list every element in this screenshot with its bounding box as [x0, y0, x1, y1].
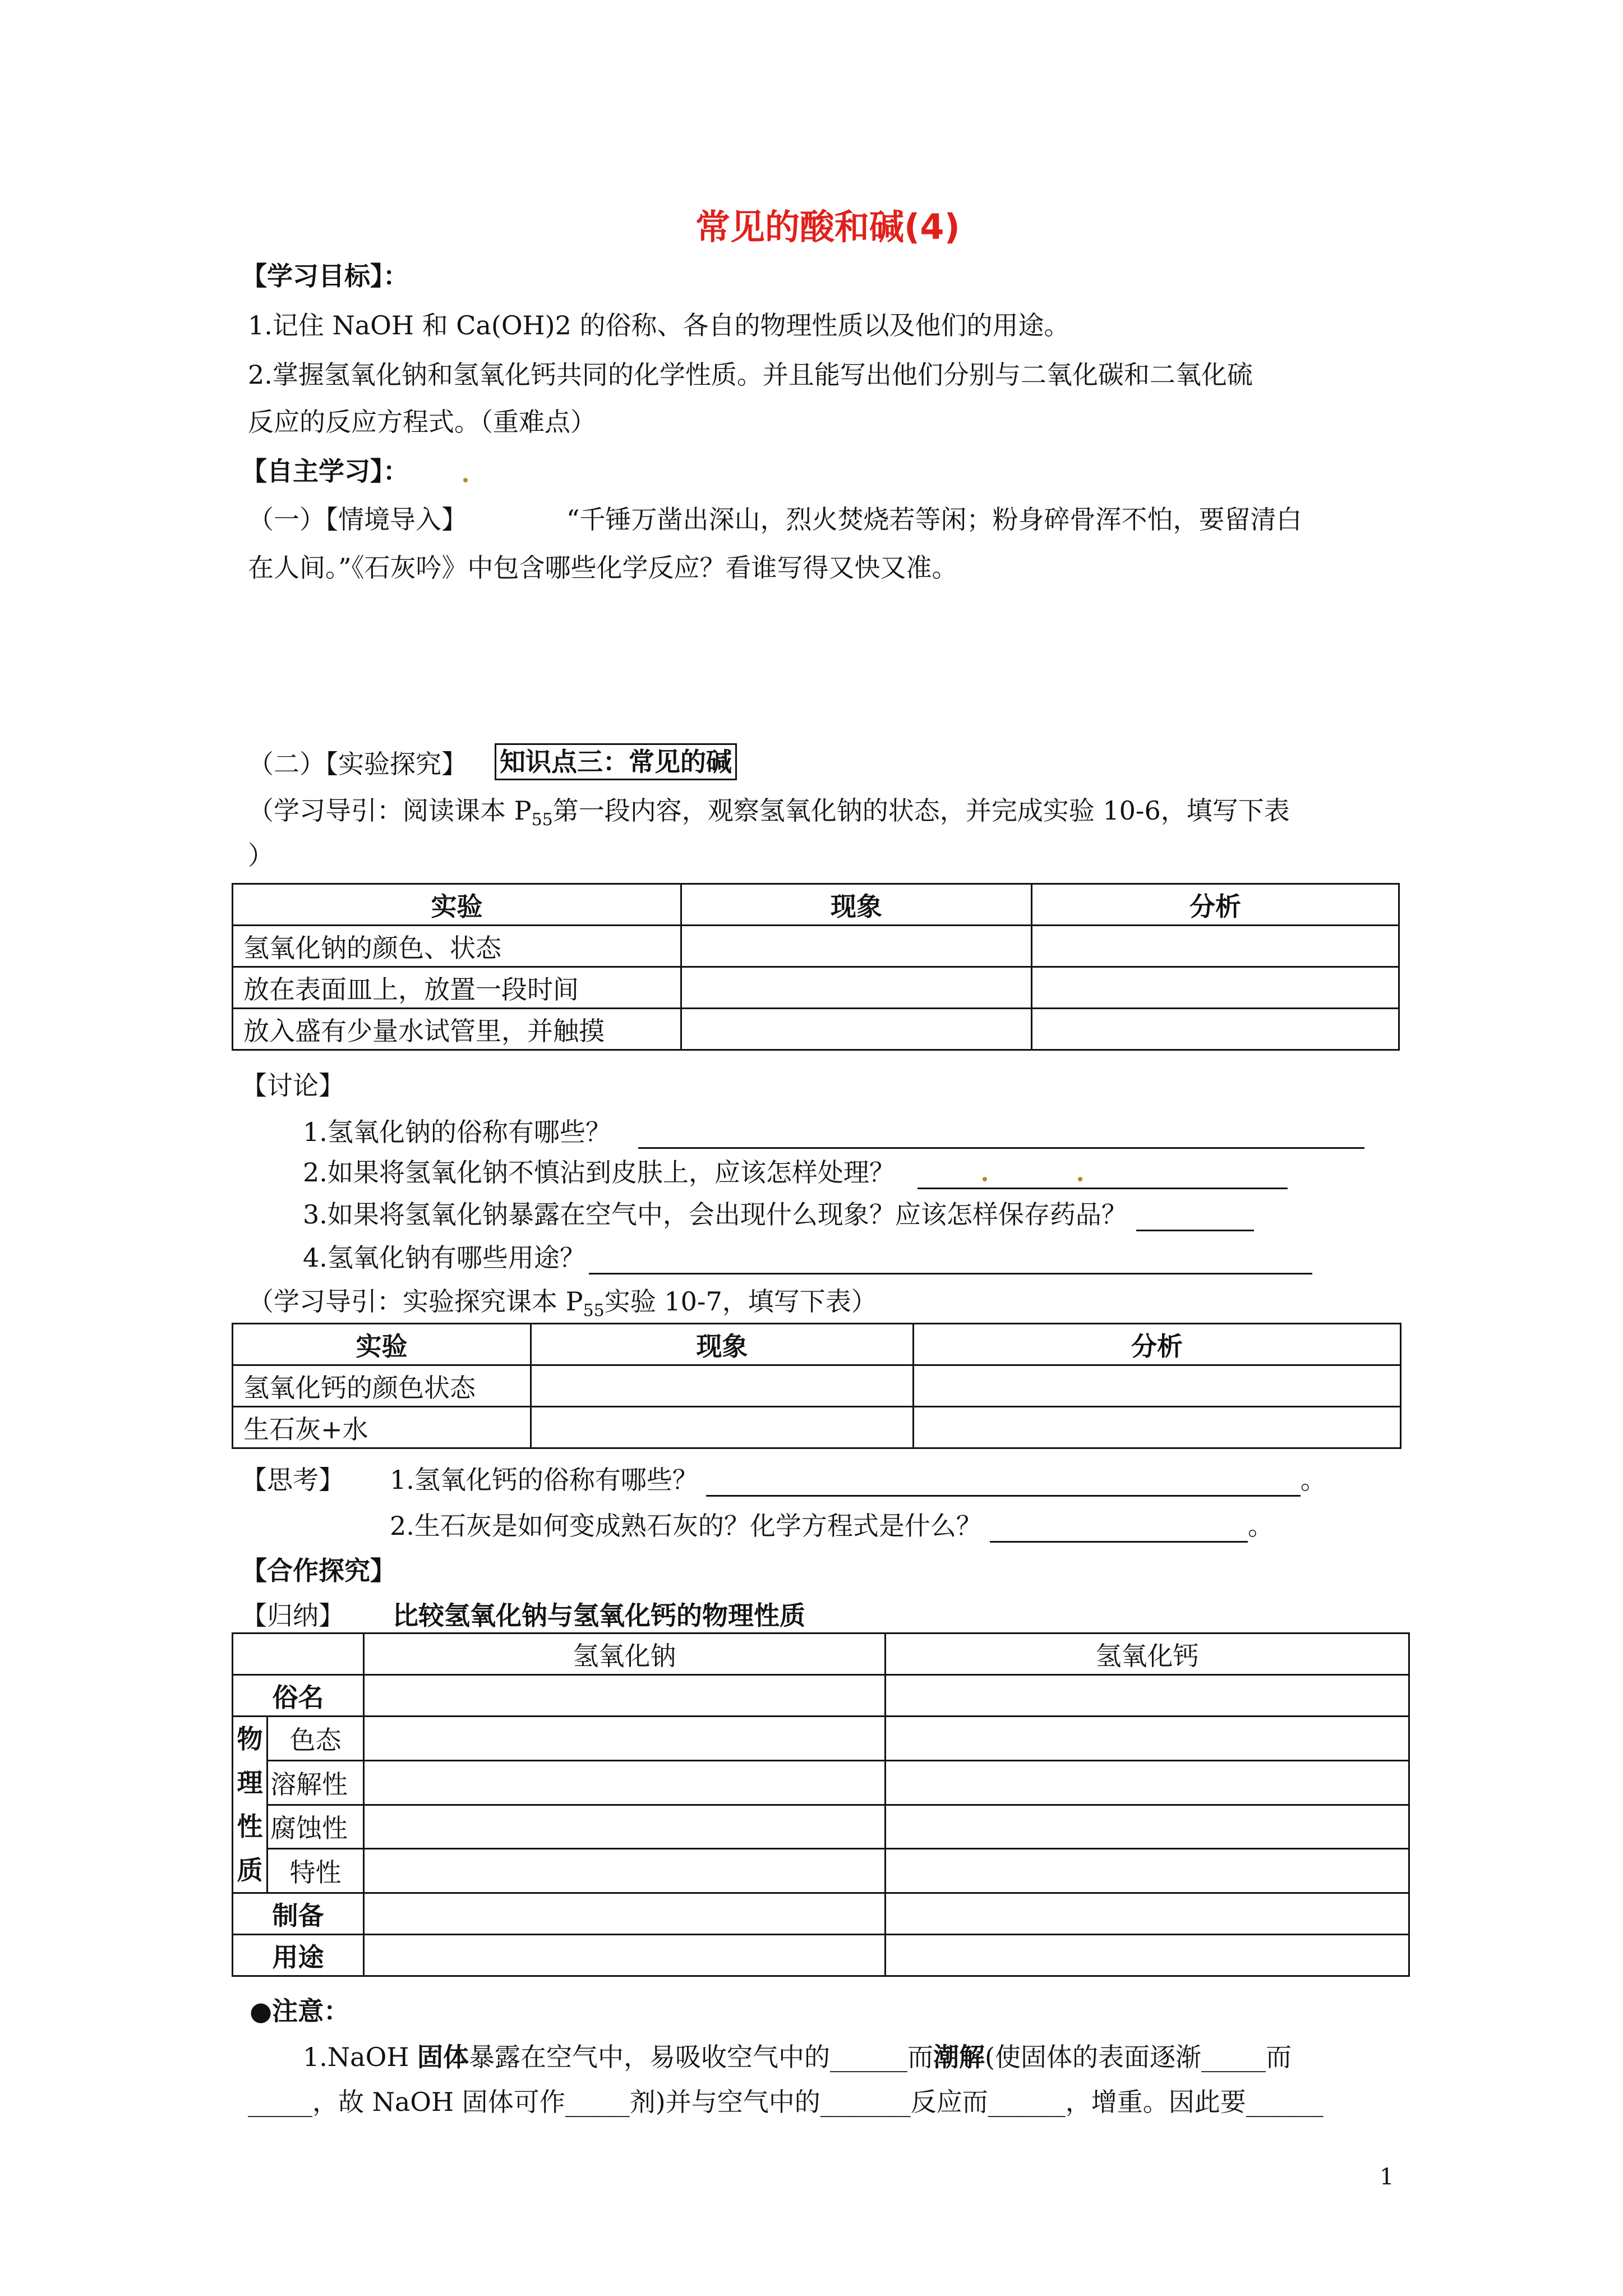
answer-blank[interactable]: [1136, 1230, 1254, 1231]
note-heading: ●注意：: [250, 1996, 350, 2026]
stray-dot-mark: [463, 478, 468, 482]
table3-corner: [233, 1634, 364, 1675]
table3-header-naoh: 氢氧化钠: [364, 1634, 886, 1675]
note-line-2: _____，故 NaOH 固体可作_____剂)并与空气中的_______反应而______，增重。因此要______: [248, 2087, 1324, 2117]
table3-group-physical: 物 理 性 质: [233, 1717, 268, 1893]
table1-header-experiment: 实验: [233, 884, 681, 926]
table2-header-analysis: 分析: [914, 1324, 1401, 1365]
table2-header-phenomenon: 现象: [531, 1324, 914, 1365]
table3-cell-blank[interactable]: [364, 1849, 886, 1893]
table3-cell-blank[interactable]: [364, 1760, 886, 1805]
table3-cell-blank[interactable]: [886, 1935, 1409, 1976]
table2-cell-blank[interactable]: [531, 1407, 914, 1448]
table-caoh2-experiment: [232, 1323, 1401, 1449]
table3-row-corrosiveness: 腐蚀性: [268, 1805, 364, 1849]
table-compare-properties: [232, 1632, 1410, 1977]
table3-row-color-state: 色态: [268, 1717, 364, 1761]
table3-header-caoh2: 氢氧化钙: [886, 1634, 1409, 1675]
stray-dot-mark: [983, 1177, 987, 1181]
discussion-q2: 2.如果将氢氧化钠不慎沾到皮肤上，应该怎样处理？: [303, 1156, 1288, 1189]
table1-row-label: 氢氧化钠的颜色、状态: [233, 926, 681, 967]
table1-row-label: 放入盛有少量水试管里，并触摸: [233, 1009, 681, 1050]
table3-cell-blank[interactable]: [886, 1805, 1409, 1849]
page-number: 1: [1380, 2164, 1394, 2190]
table3-cell-blank[interactable]: [364, 1935, 886, 1976]
answer-blank[interactable]: [706, 1495, 1301, 1497]
intro-label: （一）【情境导入】: [248, 504, 467, 535]
table1-cell-blank[interactable]: [1032, 967, 1399, 1009]
think-q1: 1.氢氧化钙的俗称有哪些？ 。: [390, 1463, 1326, 1497]
table2-row-label: 生石灰+水: [233, 1407, 531, 1448]
table3-row-preparation: 制备: [233, 1893, 364, 1935]
table3-cell-blank[interactable]: [886, 1849, 1409, 1893]
knowledge-point-box: 知识点三：常见的碱: [495, 743, 737, 780]
table3-cell-blank[interactable]: [364, 1805, 886, 1849]
table2-cell-blank[interactable]: [914, 1407, 1401, 1448]
table3-cell-blank[interactable]: [364, 1717, 886, 1761]
answer-blank[interactable]: [990, 1541, 1248, 1543]
table1-row-label: 放在表面皿上，放置一段时间: [233, 967, 681, 1009]
table2-cell-blank[interactable]: [914, 1365, 1401, 1407]
stray-dot-mark: [1078, 1177, 1082, 1181]
table3-row-common-name: 俗名: [233, 1675, 364, 1717]
table2-row-label: 氢氧化钙的颜色状态: [233, 1365, 531, 1407]
guide-1-close: ）: [248, 840, 274, 871]
summary-label: 【归纳】: [241, 1600, 344, 1631]
table2-cell-blank[interactable]: [531, 1365, 914, 1407]
discussion-q3: 3.如果将氢氧化钠暴露在空气中，会出现什么现象？应该怎样保存药品？: [303, 1198, 1254, 1231]
intro-line-1: “千锤万凿出深山，烈火焚烧若等闲；粉身碎骨浑不怕，要留清白: [566, 504, 1302, 535]
table3-cell-blank[interactable]: [886, 1717, 1409, 1761]
table1-cell-blank[interactable]: [681, 967, 1032, 1009]
answer-blank[interactable]: [589, 1273, 1312, 1274]
table3-row-usage: 用途: [233, 1935, 364, 1976]
summary-title: 比较氢氧化钠与氢氧化钙的物理性质: [393, 1600, 805, 1631]
intro-line-2: 在人间。”《石灰吟》中包含哪些化学反应？看谁写得又快又准。: [248, 553, 958, 583]
table1-cell-blank[interactable]: [1032, 926, 1399, 967]
table3-cell-blank[interactable]: [886, 1893, 1409, 1935]
table-naoh-experiment: [232, 883, 1400, 1051]
think-heading: 【思考】: [241, 1465, 344, 1495]
answer-blank[interactable]: [638, 1147, 1364, 1149]
table3-row-characteristic: 特性: [268, 1849, 364, 1893]
table3-row-solubility: 溶解性: [268, 1760, 364, 1805]
page-title: 常见的酸和碱(4): [695, 206, 960, 247]
self-study-heading: 【自主学习】：: [241, 456, 409, 486]
goal-item-2-line-1: 2.掌握氢氧化钠和氢氧化钙共同的化学性质。并且能写出他们分别与二氧化碳和二氧化硫: [248, 360, 1253, 390]
goal-item-2-line-2: 反应的反应方程式。（重难点）: [248, 407, 596, 437]
table2-header-experiment: 实验: [233, 1324, 531, 1365]
table3-cell-blank[interactable]: [886, 1675, 1409, 1717]
answer-blank[interactable]: [917, 1188, 1288, 1189]
coop-heading: 【合作探究】: [241, 1556, 396, 1586]
table3-cell-blank[interactable]: [364, 1893, 886, 1935]
table3-cell-blank[interactable]: [364, 1675, 886, 1717]
discussion-q4: 4.氢氧化钠有哪些用途？: [303, 1241, 1312, 1274]
goals-heading: 【学习目标】：: [241, 261, 409, 291]
table3-cell-blank[interactable]: [886, 1760, 1409, 1805]
table1-cell-blank[interactable]: [1032, 1009, 1399, 1050]
table1-cell-blank[interactable]: [681, 1009, 1032, 1050]
guide-2: （学习导引：实验探究课本 $P_{55}$实验 10-7，填写下表）: [248, 1286, 877, 1321]
table1-header-analysis: 分析: [1032, 884, 1399, 926]
table1-cell-blank[interactable]: [681, 926, 1032, 967]
think-q2: 2.生石灰是如何变成熟石灰的？化学方程式是什么？ 。: [390, 1509, 1274, 1543]
goal-item-1: 1.记住 NaOH 和 Ca(OH)2 的俗称、各自的物理性质以及他们的用途。: [248, 310, 1070, 341]
discussion-q1: 1.氢氧化钠的俗称有哪些？: [303, 1115, 1364, 1149]
note-line-1: 1.NaOH 固体暴露在空气中，易吸收空气中的______而潮解(使固体的表面逐渐_____而: [303, 2042, 1292, 2072]
discussion-heading: 【讨论】: [241, 1070, 344, 1101]
guide-1: （学习导引：阅读课本 $P_{55}$第一段内容，观察氢氧化钠的状态，并完成实验 10-6，填写下表: [248, 795, 1290, 830]
experiment-label: （二）【实验探究】: [248, 749, 467, 779]
table1-header-phenomenon: 现象: [681, 884, 1032, 926]
